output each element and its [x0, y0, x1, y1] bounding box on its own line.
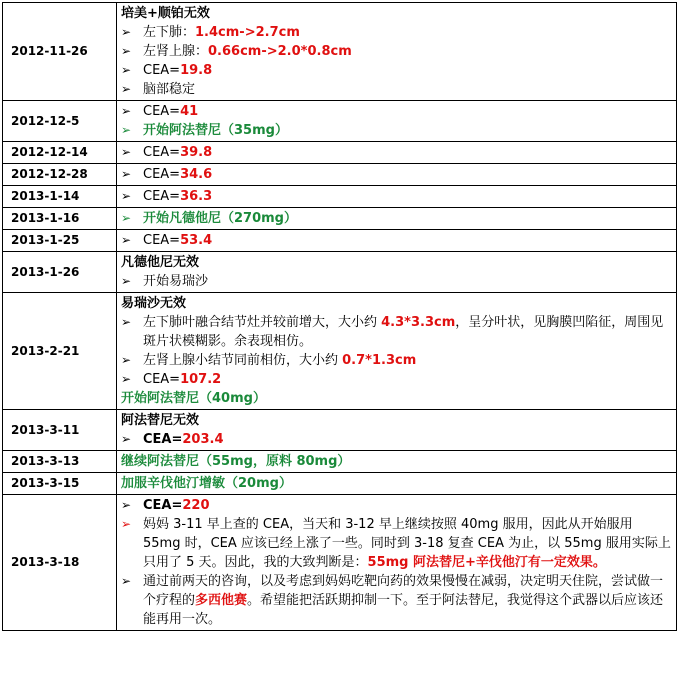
bullet-item [121, 572, 672, 629]
highlight-value: 53.4 [180, 233, 213, 248]
highlight-value: 34.6 [180, 167, 213, 182]
table-row [3, 252, 677, 293]
arrow-bullet-icon: ➢ [121, 25, 132, 39]
bullet-text [143, 187, 672, 206]
arrow-bullet-icon: ➢ [121, 189, 132, 203]
date-cell: 2013-1-14 [3, 186, 117, 208]
highlight-value: 0.66cm->2.0*0.8cm [208, 44, 352, 59]
item-prefix: CEA= [143, 145, 181, 160]
date-cell: 2013-3-13 [3, 451, 117, 473]
arrow-bullet-icon: ➢ [121, 104, 132, 118]
bullet-item [121, 231, 672, 250]
arrow-bullet-icon: ➢ [121, 574, 132, 588]
highlight-value: 19.8 [180, 63, 213, 78]
event-cell [117, 293, 677, 410]
bullet-item [121, 143, 672, 162]
item-prefix: 通过前两天的咨询，以及考虑到妈妈吃靶向药的效果慢慢在减弱，决定明天住院，尝试做一个疗程的 [143, 574, 664, 608]
table-row [3, 101, 677, 142]
highlight-value: 220 [182, 498, 210, 513]
date-cell: 2012-12-14 [3, 142, 117, 164]
bullet-item [121, 209, 672, 228]
date-cell: 2012-11-26 [3, 3, 117, 101]
bullet-item [121, 272, 672, 291]
date-cell: 2013-3-11 [3, 410, 117, 451]
highlight-value: 39.8 [180, 145, 213, 160]
table-row [3, 293, 677, 410]
table-row [3, 164, 677, 186]
bullet-text [143, 209, 672, 228]
treatment-line: 加服辛伐他汀增敏（20mg） [121, 476, 292, 491]
item-prefix: CEA= [143, 498, 183, 513]
bullet-text [143, 121, 672, 140]
arrow-bullet-icon: ➢ [121, 233, 132, 247]
date-cell: 2013-2-21 [3, 293, 117, 410]
table-row [3, 473, 677, 495]
arrow-bullet-icon: ➢ [121, 372, 132, 386]
arrow-bullet-icon: ➢ [121, 517, 132, 531]
bullet-text [143, 231, 672, 250]
item-prefix: 妈妈 3-11 早上查的 CEA，当天和 3-12 早上继续按照 40mg 服用，因此从开始服用 55mg 时，CEA 应该已经上涨了一些。同时到 3-18 复查 CEA 为止，以 55mg 服用实际上只用了 5 天。因此，我的大致判断是： [143, 517, 671, 570]
event-cell [117, 164, 677, 186]
date-cell: 2012-12-28 [3, 164, 117, 186]
item-prefix: CEA= [143, 189, 181, 204]
table-row [3, 410, 677, 451]
event-heading: 培美+顺铂无效 [121, 6, 210, 21]
treatment-text: 开始凡德他尼（270mg） [143, 211, 297, 226]
event-cell [117, 252, 677, 293]
highlight-value: 0.7*1.3cm [342, 353, 417, 368]
highlight-value: 多西他赛 [195, 593, 248, 608]
event-cell [117, 3, 677, 101]
highlight-value: 203.4 [182, 432, 224, 447]
arrow-bullet-icon: ➢ [121, 211, 132, 225]
date-cell: 2013-1-26 [3, 252, 117, 293]
bullet-item [121, 80, 672, 99]
bullet-text [143, 272, 672, 291]
event-heading: 易瑞沙无效 [121, 296, 187, 311]
arrow-bullet-icon: ➢ [121, 82, 132, 96]
date-cell: 2013-1-16 [3, 208, 117, 230]
item-suffix: ，呈分叶状，见胸膜凹陷征，周围见斑片状模糊影。余表现相仿。 [143, 315, 664, 349]
bullet-text [143, 313, 672, 351]
item-prefix: 左肾上腺小结节同前相仿，大小约 [143, 353, 343, 368]
table-body [3, 3, 677, 631]
highlight-value: 1.4cm->2.7cm [195, 25, 300, 40]
arrow-bullet-icon: ➢ [121, 315, 132, 329]
date-cell: 2013-3-15 [3, 473, 117, 495]
event-cell [117, 208, 677, 230]
bullet-text [143, 42, 672, 61]
event-heading: 凡德他尼无效 [121, 255, 200, 270]
event-cell [117, 495, 677, 631]
date-cell: 2013-3-18 [3, 495, 117, 631]
event-cell [117, 101, 677, 142]
table-row [3, 208, 677, 230]
treatment-line: 继续阿法替尼（55mg，原料 80mg） [121, 454, 351, 469]
arrow-bullet-icon: ➢ [121, 123, 132, 137]
bullet-item [121, 61, 672, 80]
item-prefix: CEA= [143, 104, 181, 119]
item-prefix: CEA= [143, 167, 181, 182]
table-row [3, 495, 677, 631]
item-prefix: CEA= [143, 372, 181, 387]
highlight-value: 41 [180, 104, 199, 119]
table-row [3, 230, 677, 252]
bullet-text [143, 102, 672, 121]
bullet-item [121, 515, 672, 572]
event-cell [117, 410, 677, 451]
bullet-item [121, 165, 672, 184]
event-cell [117, 230, 677, 252]
bullet-item [121, 121, 672, 140]
bullet-text [143, 515, 672, 572]
item-prefix: 左下肺叶融合结节灶并较前增大，大小约 [143, 315, 382, 330]
highlight-value: 107.2 [180, 372, 222, 387]
bullet-text [143, 430, 672, 449]
item-prefix: 左下肺： [143, 25, 196, 40]
bullet-text [143, 351, 672, 370]
arrow-bullet-icon: ➢ [121, 432, 132, 446]
timeline-table [2, 2, 677, 631]
bullet-item [121, 313, 672, 351]
item-suffix: 。希望能把活跃期抑制一下。至于阿法替尼，我觉得这个武器以后应该还能再用一次。 [143, 593, 664, 627]
bullet-item [121, 23, 672, 42]
bullet-item [121, 370, 672, 389]
bullet-text [143, 80, 672, 99]
event-cell [117, 473, 677, 495]
bullet-text [143, 165, 672, 184]
bullet-item [121, 430, 672, 449]
highlight-value: 36.3 [180, 189, 213, 204]
item-prefix: CEA= [143, 63, 181, 78]
bullet-text [143, 572, 672, 629]
bullet-item [121, 496, 672, 515]
item-prefix: 开始易瑞沙 [143, 274, 209, 289]
highlight-value: 4.3*3.3cm [381, 315, 456, 330]
bullet-item [121, 102, 672, 121]
item-prefix: CEA= [143, 432, 183, 447]
highlight-value: 55mg 阿法替尼+辛伐他汀有一定效果。 [367, 555, 606, 570]
bullet-text [143, 61, 672, 80]
bullet-text [143, 23, 672, 42]
table-row [3, 142, 677, 164]
treatment-text: 开始阿法替尼（35mg） [143, 123, 288, 138]
event-cell [117, 451, 677, 473]
arrow-bullet-icon: ➢ [121, 353, 132, 367]
arrow-bullet-icon: ➢ [121, 167, 132, 181]
date-cell: 2013-1-25 [3, 230, 117, 252]
event-cell [117, 142, 677, 164]
event-cell [117, 186, 677, 208]
arrow-bullet-icon: ➢ [121, 145, 132, 159]
bullet-item [121, 351, 672, 370]
bullet-text [143, 496, 672, 515]
arrow-bullet-icon: ➢ [121, 274, 132, 288]
bullet-item [121, 187, 672, 206]
item-prefix: 脑部稳定 [143, 82, 196, 97]
arrow-bullet-icon: ➢ [121, 44, 132, 58]
table-row [3, 451, 677, 473]
item-prefix: CEA= [143, 233, 181, 248]
item-prefix: 左肾上腺： [143, 44, 209, 59]
event-heading: 阿法替尼无效 [121, 413, 200, 428]
bullet-text [143, 370, 672, 389]
table-row [3, 3, 677, 101]
arrow-bullet-icon: ➢ [121, 498, 132, 512]
arrow-bullet-icon: ➢ [121, 63, 132, 77]
date-cell: 2012-12-5 [3, 101, 117, 142]
table-row [3, 186, 677, 208]
bullet-text [143, 143, 672, 162]
treatment-line: 开始阿法替尼（40mg） [121, 391, 266, 406]
bullet-item [121, 42, 672, 61]
